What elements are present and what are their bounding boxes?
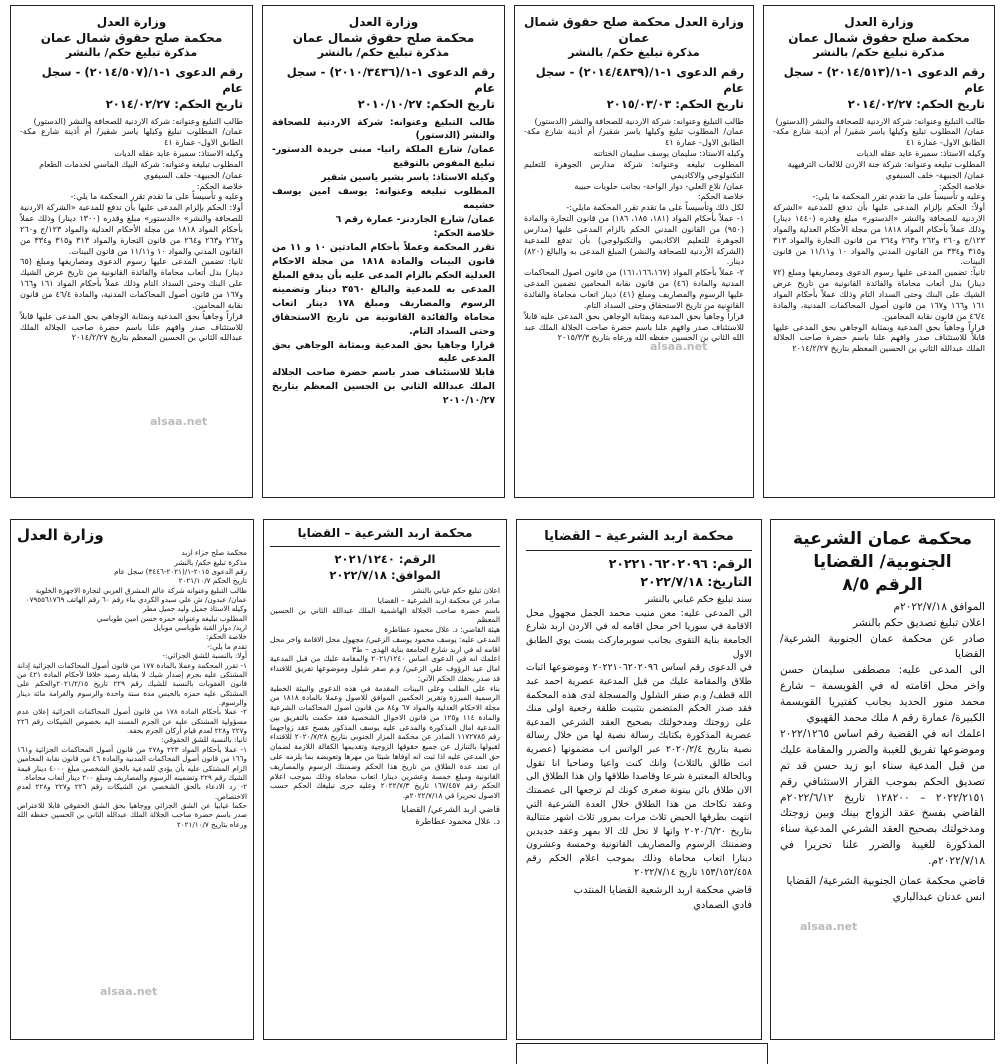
judge-signature: قاضي اربد الشرعي/ القضايا د. علال محمود عطاطرة (401, 804, 500, 827)
ministry-title: وزارة العدل محكمة صلح حقوق شمال عمان (524, 15, 744, 46)
notice-body: طالب التبليغ وعنوانه: شركة الاردنية للصحافة والنشر (الدستور) عمان/ المطلوب تبليغ وكيلها ياسر شقير/ أم أذينة شارع مكة- الطابق الاول- عمارة ٤١ وكيله الاستاذ: سميرة عايد عقله الديات المطلوب تبليغه وعنوانه: شركة جنة الاردن للالعاب الترفيهية عمان/ الجبيهة- خلف السيفوي خلاصة الحكم: وعليه و تأسيساً على ما تقدم تقرر المحكمة ما يلي:- أولاً: الحكم بإلزام المدعى عليها بأن تدفع للمدعية «الشركة الاردنية للصحافة والنشر «الدستور» مبلغ وقدره (١٤٤٠ دينار) وذلك عملاً بأحكام المواد ١٨١٨ من مجلة الأحكام العدلية والمواد ١٢٣/ج و٢٦٠ و٢٦٢ و٢٦٣ و٢٦٤ من قانون التجارة والمواد ٣١٣ و٣١٥ و٣٣٤ من القانون المدني والمواد ١٠ و١١/١١ من قانون البينات. ثانياً: تضمين المدعى عليها رسوم الدعوى ومصاريفها ومبلغ (٧٢ دينار) بدل أتعاب محاماة والفائدة القانونية من تاريخ عرض الشيك على البنك وحتى السداد التام وذلك عملاً بأحكام المواد ١٦١ و١٦٦ و١٦٧ من قانون أصول المحاكمات المدنية، والمادة ٤٦/٤ من قانون نقابة المحامين. قراراً وجاهياً بحق المدعية وبمثابة الوجاهي بحق المدعى عليها قابلاً للاستئناف صدر وافهم علنا باسم حضرة صاحب الجلالة الملك عبدالله الثاني بن الحسين المعظم بتاريخ ٢٠١٤/٢/٢٧ (773, 115, 986, 354)
case-number: رقم الدعوى ١-١/(٢٠١٤/٥١٣) - سجل عام (783, 65, 985, 96)
notice-date: الموافق: ٢٠٢٢/٧/١٨ (329, 567, 441, 582)
notice-number: الرقم ٨/٥ (842, 574, 923, 595)
notice-number: الرقم: ٢٠٢١/١٢٤٠ (334, 551, 436, 566)
notice-body: طالب التبليغ وعنوانه: شركة الاردنية للصحافة والنشر (الدستور) عمان/ المطلوب تبليغ وكيلها ياسر شقير/ أم أذينة شارع مكة- الطابق الاول- عمارة ٤١ وكيله الاستاذ: سميرة عايد عقله الديات المطلوب تبليغه وعنوانه: شركة البيك الماسي لخدمات الطعام عمان/ الجبيهة- خلف السيفوي خلاصة الحكم: وعليه و تأسيساً على ما تقدم تقرر المحكمة ما يلي:- أولا: الحكم بإلزام المدعى عليها بأن تدفع للمدعية «الشركة الاردنية للصحافة والنشر» «الدستور» مبلغ وقدره (١٣٠٠ دينار) وذلك عملاً بأحكام المواد ١٨١٨ من مجلة الأحكام العدلية والمواد ١٢٣/ج و٢٦٠ و٢٦٢ و٢٦٣ و٢٦٤ من قانون التجارة والمواد ٣١٣ و٣١٥ و٣٣٤ من القانون المدني والمواد ١٠ و١١/١١ من قانون البينات. ثانيا: تضمين المدعى عليها رسوم الدعوى ومصاريفها ومبلغ (٦٥ دينار) بدل أتعاب محاماة والفائدة القانونية من تاريخ عرض الشيك على البنك وحتى السداد التام وذلك عملاً بأحكام المواد ١٦١ و١٦٦ و١٦٧ من قانون أصول المحاكمات المدنية، والمادة ٤٦/٤ من قانون نقابة المحامين. قراراً وجاهياً بحق المدعية وبمثابة الوجاهي بحق المدعى عليها قابلاً للاستئناف صدر وافهم علنا باسم حضرة صاحب الجلالة الملك عبدالله الثاني بن الحسين المعظم بتاريخ ٢٠١٤/٢/٢٧ (20, 115, 244, 343)
notice-n8 (10, 519, 254, 1040)
judgment-date: تاريخ الحكم: ٢٠١٤/٠٢/٢٧ (105, 97, 243, 112)
notice-body: اعلان تبليغ حكم غيابي بالنشر صادر عن محكمة اربد الشرعية – القضايا باسم حضرة صاحب الجلالة الهاشمية الملك عبدالله الثاني بن الحسين المعظم هيئة القاضي: د. علال محمود عطاطرة المدعى عليه: يوسف محمود يوسف الزعبي/ مجهول محل الاقامة واخر محل اقامه له في اربد شارع الجامعة بناية الهدى – ط٣ اعلمك انه في الدعوى اساس ٢٠٢١/١٢٤٠ والمقامة عليك من قبل المدعية امال عبد الرؤوف علي الزعبي/ و.م صقر شلول وموضوعها تفريق للافتداء قد صدر بحقك الحكم الآتي: بناء على الطلب وعلى البينات المقدمة في هذه الدعوى والبيئة الخطية الرسمية المبرزة وتقرير الحكمين الموافق للاصول وعملا بالمادة ١٨١٨ من مجلة الاحكام العدلية والمواد ٦٧ و٨٤ من قانون اصول المحاكمات الشرعية والمادة ١١٤ و١٢٥ من قانون الاحوال الشخصية فقد حكمت بالتفريق بين المدعية امال المذكورة والمدعى عليه يوسف المذكور بفسخ عقد زواجهما رقم ١١٧٢٧٨٥ الصادر عن محكمة المزار الجنوبي بتاريخ ٢٠٢٠/٧/٢٨ للافتداء لقبولها بالتنازل عن جميع حقوقها الزوجية وتقديمها الكفالة اللازمة لضمان حق المدعى عليه اذا ثبت انه اوفاها شيئا من مهرها وتعويضه بما يلزمه على ان تعتد عدة الطلاق من تاريخ هذا الحكم وضمنتك الرسوم والمصاريف القانونية ومبلغ خمسة وعشرين دينارا اتعاب محاماة وذلك بموجب اعلام الحكم رقم ١٦٧/٤٥٧ تاريخ ٢٠٢٢/٧/٣ وعليه جرى تبليغك الحكم حسب الاصول تحريرا في ٢٠٢٢/٧/١٨م. (270, 585, 501, 801)
memo-title: مذكرة تبليغ حكم/ بالنشر (317, 46, 450, 60)
notice-body: محكمة صلح جزاء اربد مذكرة تبليغ حكم/ بالنشر رقم الدعوى ٢٠١٥-١/(٢٠٢١-٣٤٤٦) سجل عام تاريخ الحكم ٢٠٢١/١٠/٧ طالب التبليغ وعنوانه شركة عالم المشرق العربي لتجارة الاجهزة الخلوية عمان/ عبدون/ ش علي سيدو الكردي بناء رقم ٦٠ رقم الهاتف ٠٧٩٥٥٦١٧٦٩ وكيله الاستاذ جميل وليد جميل مطر المطلوب تبليغه وعنوانه حمزه حسن امين طوباسي اربد/ دوار القبة طوباسي موبايل خلاصة الحكم: تقدم ما يلي:- أولا: بالنسبة للشق الجزائي:- ١- تقرر المحكمة وعملا بالمادة ١٧٧ من قانون أصول المحاكمات الجزائية إدانة المشتكى عليه بجرم إصدار شيك لا يقابله رصيد خلافا لأحكام المادة ٤٢١ من قانون العقوبات بالنسبة للشيك رقم ٢٢٩ تاريخ ٢٠٢١/٢/١٥والحكم على المشتكى عليه حمزه بالحبس مدة سنة واحدة والرسوم والغرامة مائة دينار والرسوم. ٢- عملا بأحكام المادة ١٧٨ من قانون أصول المحاكمات الجزائية إعلان عدم مسؤولية المشتكى عليه عن الجرم المسند اليه بخصوص الشيكات رقم ٢٢٦ و٢٢٧ و٢٢٨ لعدم قيام أركان الجرم بحقه. ثانيا: بالنسبة للشق الحقوقي: ١- عملا بأحكام المواد ٢٢٣ و٢٧٨ من قانون أصول المحاكمات الجزائية و١٦١ و١٦٦ من قانون أصول المحاكمات المدنية والمادة ٤٦ من قانون نقابة المحامين الزام المشتكى عليه بأن يؤدي للمدعية بالحق الشخصي مبلغ ٤٠٠٠ دينار قيمة الشيك رقم ٢٢٩ وتضمينه الرسوم والمصاريف ومبلغ ٢٠٠ دينار أتعاب محاماة. ٢- رد الادعاء بالحق الشخصي عن الشيكات رقم ٢٢٦ و٢٢٧ و٢٢٨ لعدم الاختصاص. حكما غيابيا عن الشق الجزائي ووجاهيا بحق الشق الحقوقي قابلا للاعتراض صدر باسم حضرة صاحب الجلالة الملك عبدالله الثاني بن الحسين حفظه الله ورعاه بتاريخ ٢٠٢١/١٠/٧ (16, 548, 248, 829)
court-name: محكمة صلح حقوق شمال عمان (788, 31, 970, 46)
judgment-date: تاريخ الحكم: ٢٠١٠/١٠/٢٧ (357, 97, 495, 112)
notice-n7 (263, 519, 507, 1040)
next-notice-edge (516, 1043, 768, 1064)
watermark: alsaa.net (650, 340, 708, 353)
divider (270, 546, 500, 547)
notice-n1 (763, 5, 995, 498)
memo-title: مذكرة تبليغ حكم/ بالنشر (813, 46, 945, 60)
notice-body: سند تبليغ حكم غيابي بالنشر الى المدعى عليه: معن منيب محمد الجمل مجهول محل الاقامة في سوريا اخر محل اقامه له في الاردن اربد شارع الجامعة بناية التقوى بجانب سوبرماركت بست يوي الطابق الاول في الدعوى رقم اساس ٢٠٢٢١٠٦٢٠٢٠٩٦ وموضوعها اثبات طلاق والمقامة عليك من قبل المدعية عصرية احمد عبد الله قطف/ و.م صقر الشلول والمسجلة لدى هذه المحكمة فقد صدر الحكم المتضمن بتثبيت طلقة رجعية اولى منك على زوجتك ومدخولتك بصحيح العقد الشرعي المدعية عصرية المذكورة بكتابك رسالة نصية لها من خلال رسالة نصية بتاريخ ٢٠٢٠/٢/٤ عبر الواتس اب مضمونها (عصرية انت طالق بالثلاث) وانك كنت واعيا وصاحيا انا تقول وبالحالة المعتبرة شرعا وقاصدا طلاقها وان هذا الطلاق الى الان طلاق بائن بينونة صغرى كونك لم ترجعها الى عصمتك وعقد نكاحك من هذا الطلاق خلال العدة الشرعية التي انتهت بطرقها الحيض ثلاث مرات بمرور ثلاث اشهر متتالية بتاريخ ٢٠٢٠/٦/٢٠ وانها لا تحل لك الا بمهر وعقد جديدين وضمنتك الرسوم والمصاريف القانونية وخمسة وعشرون دينارا اتعاب محاماة وذلك بموجب اعلام الحكم رقم ١٥٣/١٥٢/٤٥٨ تاريخ ٢٠٢٢/٧/١٤ (526, 594, 752, 878)
court-name: محكمة اربد الشرعية – القضايا (297, 526, 473, 540)
court-name: محكمة اربد الشرعية – القضايا (544, 529, 734, 544)
notice-n5 (770, 519, 995, 1040)
court-name: محكمة صلح حقوق شمال عمان (40, 31, 223, 46)
court-name: محكمة عمان الشرعية (792, 529, 973, 549)
notice-date: التاريخ: ٢٠٢٢/٧/١٨ (640, 573, 752, 589)
watermark: alsaa.net (150, 415, 208, 428)
watermark: alsaa.net (100, 985, 158, 998)
memo-title: مذكرة تبليغ حكم/ بالنشر (65, 46, 198, 60)
notice-body: الموافق ٢٠٢٢/٧/١٨م اعلان تبليغ تصديق حكم بالنشر صادر عن محكمة عمان الجنوبية الشرعية/ القضايا الى المدعى عليه: مصطفى سليمان حسن واخر محل اقامته له في القويسمة – شارع محمد منور الحديد بجانب كفتيريا القويسمة الكبيرة/ عمارة رقم ٨ ملك محمد القهيوي اعلمك انه في القضية رقم اساس ٢٠٢٢/١٢٦٥ وموضوعها تفريق للغيبة والضرر والمقامة عليك من قبل المدعية سناء ابو زيد حسن قد تم تصديق الحكم بموجب القرار الاستئنافي رقم ٢٠٢٢/٢١٥١ – ١٢٨٢٠٠ تاريخ ٢٠٢٢/٦/١٢م القاضي بفسخ عقد الزواج بينك وبين زوجتك ومدخولتك بصحيح العقد الشرعي المدعية سناء المذكورة للغيبة والضرر علنا تحريرا في ٢٠٢٢/٧/١٨م. (780, 600, 985, 868)
judge-signature: قاضي محكمة عمان الجنوبية الشرعية/ القضايا انس عدنان عبدالباري (786, 874, 985, 903)
notice-number: الرقم: ٢٠٢٢١٠٦٢٠٢٠٩٦ (608, 556, 752, 572)
case-number: رقم الدعوى ١-١/(٢٠١٠/٣٤٣٦) - سجل عام (286, 65, 495, 96)
notice-n2 (514, 5, 754, 498)
judge-signature: قاضي محكمة اربد الرشعية القضايا المنتدب فادي الصمادي (573, 885, 752, 912)
divider (526, 550, 752, 551)
notice-body: طالب التبليغ وعنوانه: شركة الاردنية للصحافة والنشر (الدستور) عمان/ المطلوب تبليغ وكيلها ياسر شقير/ أم أذينة شارع مكة- الطابق الاول- عمارة ٤١ وكيله الاستاذ: سليمان يوسف سليمان الختاتنه المطلوب تبليغه وعنوانه: شركة مدارس الجوهرة للتعليم التكنولوجي والاكاديمي عمان/ تلاع العلي- دوار الواحة- بجانب حلويات حبيبة خلاصة الحكم: لكل ذلك وتأسيساً على ما تقدم تقرر المحكمة مايلي:- ١- عملاً بأحكام المواد (١٨١، ١٨٥، ١٨٦) من قانون التجارة والمادة (٩٥٠) من القانون المدني الحكم بالزام المدعى عليها (مدارس الجوهرة للتعليم الاكاديمي والتكنولوجي) بأن تدفع للمدعية (الشركة الأردنية للصحافة والنشر) المبلغ المدعى به والبالغ (٨٢٠) دينار. ٢- عملاً بأحكام المواد (١٦١،١٦٦،١٦٧) من قانون اصول المحاكمات المدنية والمادة (٤٦) من قانون نقابة المحامين تضمين المدعى عليها الرسوم والمصاريف ومبلغ (٤١) دينار اتعاب محاماة والفائدة القانونية من تاريخ الاستحقاق وحتى السداد التام. قراراً وجاهياً بحق المدعية وبمثابة الوجاهي بحق المدعى عليه قابلاً للاستئناف صدر وافهم علنا باسم حضرة صاحب الجلالة الملك عبد الله الثاني بن الحسين حفظه الله ورعاه بتاريخ ٢٠١٥/٣/٣ (524, 115, 745, 343)
memo-title: مذكرة تبليغ حكم/ بالنشر (568, 46, 700, 60)
notice-n4 (10, 5, 253, 498)
judgment-date: تاريخ الحكم: ٢٠١٤/٠٢/٢٧ (847, 97, 985, 112)
ministry-title: وزارة العدل (348, 15, 419, 29)
ministry-title: وزارة العدل (17, 526, 104, 544)
notice-n6 (516, 519, 762, 1040)
case-number: رقم الدعوى ١-١/(٢٠١٤/٥٠٧) - سجل عام (41, 65, 243, 96)
notice-body: طالب التبليغ وعنوانه: شركة الاردنية للصحافة والنشر (الدستور) عمان/ شارع الملكة رانيا- مبنى جريدة الدستور- تبليغ المفوض بالتوقيع وكيله الاستاذ: ياسر بشير ياسين شقير المطلوب تبليغه وعنوانه: يوسف امين يوسف حشيمه عمان/ شارع الجاردنز- عمارة رقم ٦ خلاصة الحكم: تقرر المحكمة وعملاً بأحكام المادتين ١٠ و ١١ من قانون البينات والمادة ١٨١٨ من مجلة الاحكام العدلية الحكم بالزام المدعى عليه بأن يدفع المبلغ المدعى به للمدعية والبالغ ٣٥٦٠ دينار وتضمينه الرسوم والمصاريف ومبلغ ١٧٨ دينار اتعاب محاماة والفائدة القانونية من تاريخ الاستحقاق وحتى السداد التام. قرارا وجاهيا بحق المدعية وبمثابة الوجاهي بحق المدعى عليه قابلا للاستئناف صدر باسم حضرة صاحب الجلالة الملك عبدالله الثاني بن الحسين المعظم بتاريخ ٢٠١٠/١٠/٢٧ (272, 116, 495, 407)
ministry-title: وزارة العدل (96, 15, 167, 29)
notice-n3 (262, 5, 505, 498)
court-name: محكمة صلح حقوق شمال عمان (292, 31, 475, 46)
ministry-title: وزارة العدل (844, 15, 914, 29)
court-department: الجنوبية/ القضايا (813, 551, 952, 572)
watermark: alsaa.net (800, 920, 858, 933)
judgment-date: تاريخ الحكم: ٢٠١٥/٠٣/٠٣ (606, 97, 744, 112)
case-number: رقم الدعوى ١-١/(٢٠١٤/٤٨٣٩) - سجل عام (535, 65, 744, 96)
